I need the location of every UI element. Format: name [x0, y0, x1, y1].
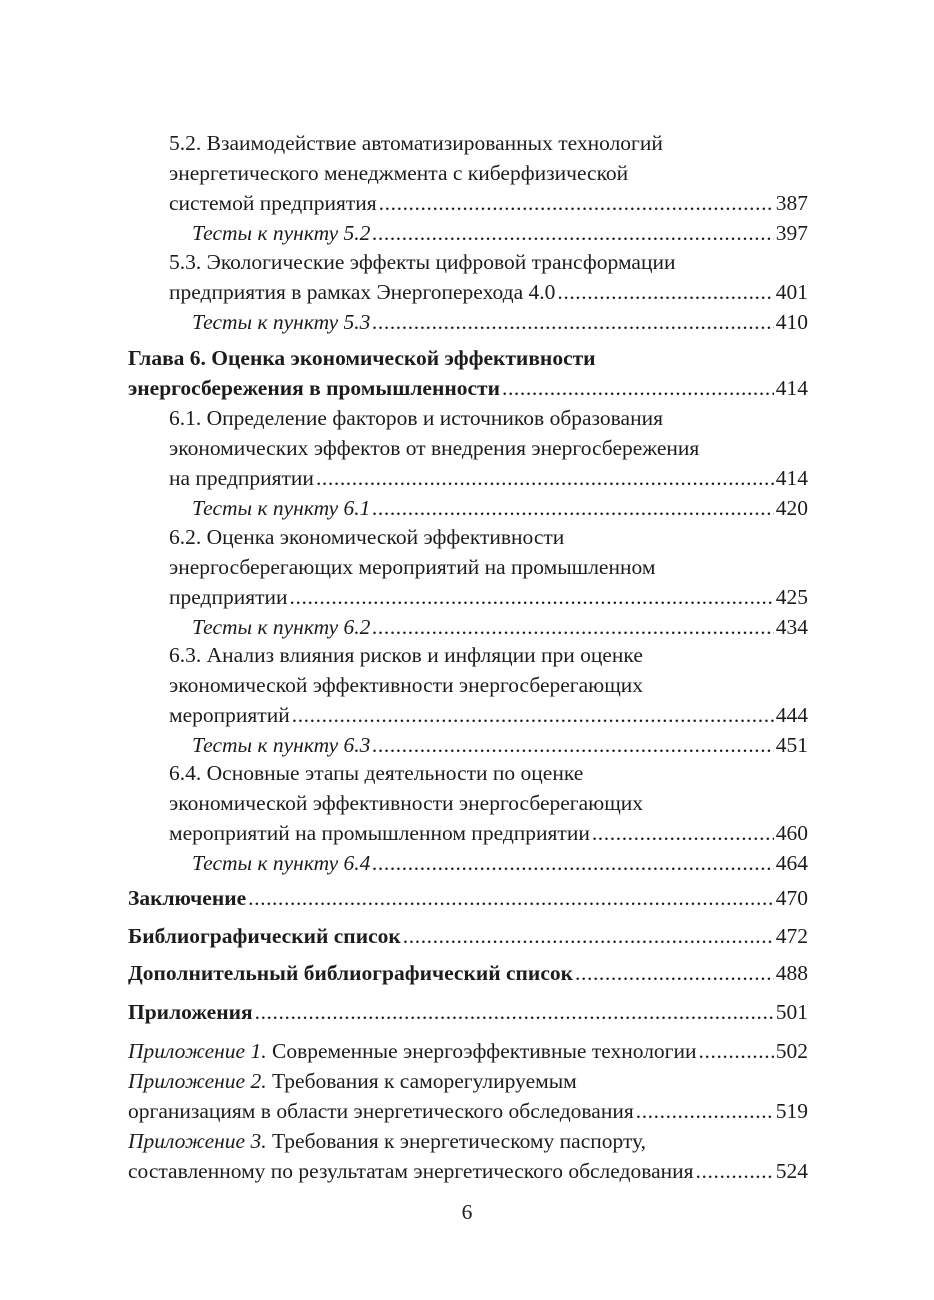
toc-page-number: 434	[775, 615, 808, 639]
toc-page-number: 464	[775, 851, 808, 875]
dot-leader	[292, 700, 774, 730]
toc-entry-6-1[interactable]	[169, 463, 808, 493]
toc-page-number: 414	[775, 466, 808, 490]
toc-line: энергосберегающих мероприятий на промышленном	[169, 555, 656, 579]
toc-entry-appendix-2[interactable]	[128, 1096, 808, 1126]
dot-leader	[372, 218, 773, 248]
toc-entry-tests-6-2[interactable]	[192, 612, 808, 642]
toc-entry-title: Тесты к пункту 6.1	[192, 496, 371, 520]
toc-page-number: 397	[775, 221, 808, 245]
toc-entry-title: Дополнительный библиографический список	[128, 961, 574, 985]
page-number: 6	[461, 1200, 473, 1224]
dot-leader	[699, 1036, 774, 1066]
dot-leader	[248, 883, 774, 913]
toc-entry-title: предприятия в рамках Энергоперехода 4.0	[169, 280, 556, 304]
toc-line: 5.3. Экологические эффекты цифровой трансформации	[169, 250, 676, 274]
toc-entry-title: предприятии	[169, 585, 288, 609]
toc-entry-bibliography[interactable]	[128, 921, 808, 951]
toc-entry-6-2[interactable]	[169, 582, 808, 612]
toc-line	[128, 1126, 808, 1156]
toc-entry-conclusion[interactable]	[128, 883, 808, 913]
toc-line: экономической эффективности энергосберегающих	[169, 791, 644, 815]
toc-entry-title: энергосбережения в промышленности	[128, 376, 500, 400]
toc-page-number: 410	[775, 310, 808, 334]
toc-page-number: 420	[775, 496, 808, 520]
toc-line: энергетического менеджмента с киберфизической	[169, 161, 629, 185]
toc-entry-title: Заключение	[128, 886, 247, 910]
toc-entry-title: Тесты к пункту 6.3	[192, 733, 371, 757]
toc-entry-title: Тесты к пункту 6.2	[192, 615, 371, 639]
toc-entry-title: составленному по результатам энергетического обследования	[128, 1159, 694, 1183]
dot-leader	[255, 997, 774, 1027]
toc-entry-title: мероприятий	[169, 703, 290, 727]
toc-entry-5-3[interactable]	[169, 277, 808, 307]
toc-page-number: 502	[775, 1039, 808, 1063]
dot-leader	[372, 307, 773, 337]
dot-leader	[696, 1156, 774, 1186]
dot-leader	[372, 730, 773, 760]
toc-entry-chapter-6[interactable]	[128, 373, 808, 403]
dot-leader	[372, 612, 773, 642]
toc-entry-tests-6-3[interactable]	[192, 730, 808, 760]
toc-entry-title: мероприятий на промышленном предприятии	[169, 821, 590, 845]
dot-leader	[372, 848, 773, 878]
dot-leader	[575, 958, 774, 988]
toc-page-number: 451	[775, 733, 808, 757]
toc-page-number: 470	[775, 886, 808, 910]
dot-leader	[502, 373, 774, 403]
toc-page-number: 501	[775, 1000, 808, 1024]
toc-page-number: 472	[775, 924, 808, 948]
dot-leader	[316, 463, 774, 493]
appendix-title: Современные энергоэффективные технологии	[266, 1039, 697, 1063]
toc-page-number: 519	[775, 1099, 808, 1123]
toc-line: 6.3. Анализ влияния рисков и инфляции при оценке	[169, 643, 643, 667]
appendix-prefix: Приложение 3.	[128, 1129, 267, 1153]
toc-entry-additional-bibliography[interactable]	[128, 958, 808, 988]
toc-entry-title: Тесты к пункту 5.3	[192, 310, 371, 334]
dot-leader	[403, 921, 774, 951]
toc-page-number: 460	[775, 821, 808, 845]
toc-page-number: 488	[775, 961, 808, 985]
dot-leader	[372, 493, 773, 523]
appendix-title: Требования к саморегулируемым	[266, 1069, 577, 1093]
toc-line	[128, 1066, 808, 1096]
toc-entry-title: Библиографический список	[128, 924, 401, 948]
toc-entry-tests-6-4[interactable]	[192, 848, 808, 878]
toc-page-number: 414	[775, 376, 808, 400]
appendix-prefix: Приложение 2.	[128, 1069, 267, 1093]
toc-entry-title: Приложения	[128, 1000, 253, 1024]
toc-line: 6.4. Основные этапы деятельности по оценке	[169, 761, 584, 785]
toc-entry-6-4[interactable]	[169, 818, 808, 848]
dot-leader	[290, 582, 774, 612]
dot-leader	[557, 277, 773, 307]
toc-entry-6-3[interactable]	[169, 700, 808, 730]
toc-entry-appendix-3[interactable]	[128, 1156, 808, 1186]
toc-entry-appendices[interactable]	[128, 997, 808, 1027]
appendix-title: Требования к энергетическому паспорту,	[266, 1129, 647, 1153]
toc-page-number: 401	[775, 280, 808, 304]
toc-entry-title: Тесты к пункту 5.2	[192, 221, 371, 245]
toc-entry-appendix-1[interactable]	[128, 1036, 808, 1066]
toc-entry-title: Тесты к пункту 6.4	[192, 851, 371, 875]
dot-leader	[636, 1096, 774, 1126]
toc-line: экономической эффективности энергосберегающих	[169, 673, 644, 697]
toc-line: 5.2. Взаимодействие автоматизированных технологий	[169, 131, 663, 155]
chapter-title: Глава 6. Оценка экономической эффективности	[128, 346, 596, 370]
toc-entry-title	[128, 1036, 697, 1066]
toc-page-number: 524	[775, 1159, 808, 1183]
appendix-prefix: Приложение 1.	[128, 1039, 267, 1063]
toc-line: 6.1. Определение факторов и источников образования	[169, 406, 663, 430]
toc-line: экономических эффектов от внедрения энергосбережения	[169, 436, 700, 460]
toc-entry-tests-5-3[interactable]	[192, 307, 808, 337]
toc-line: 6.2. Оценка экономической эффективности	[169, 525, 565, 549]
toc-entry-tests-5-2[interactable]	[192, 218, 808, 248]
toc-page-number: 387	[775, 191, 808, 215]
toc-entry-5-2[interactable]	[169, 188, 808, 218]
toc-page-number: 425	[775, 585, 808, 609]
toc-page-number: 444	[775, 703, 808, 727]
toc-entry-title: на предприятии	[169, 466, 314, 490]
dot-leader	[592, 818, 774, 848]
toc-entry-title: системой предприятия	[169, 191, 377, 215]
toc-entry-tests-6-1[interactable]	[192, 493, 808, 523]
dot-leader	[379, 188, 774, 218]
toc-entry-title: организациям в области энергетического обследования	[128, 1099, 634, 1123]
